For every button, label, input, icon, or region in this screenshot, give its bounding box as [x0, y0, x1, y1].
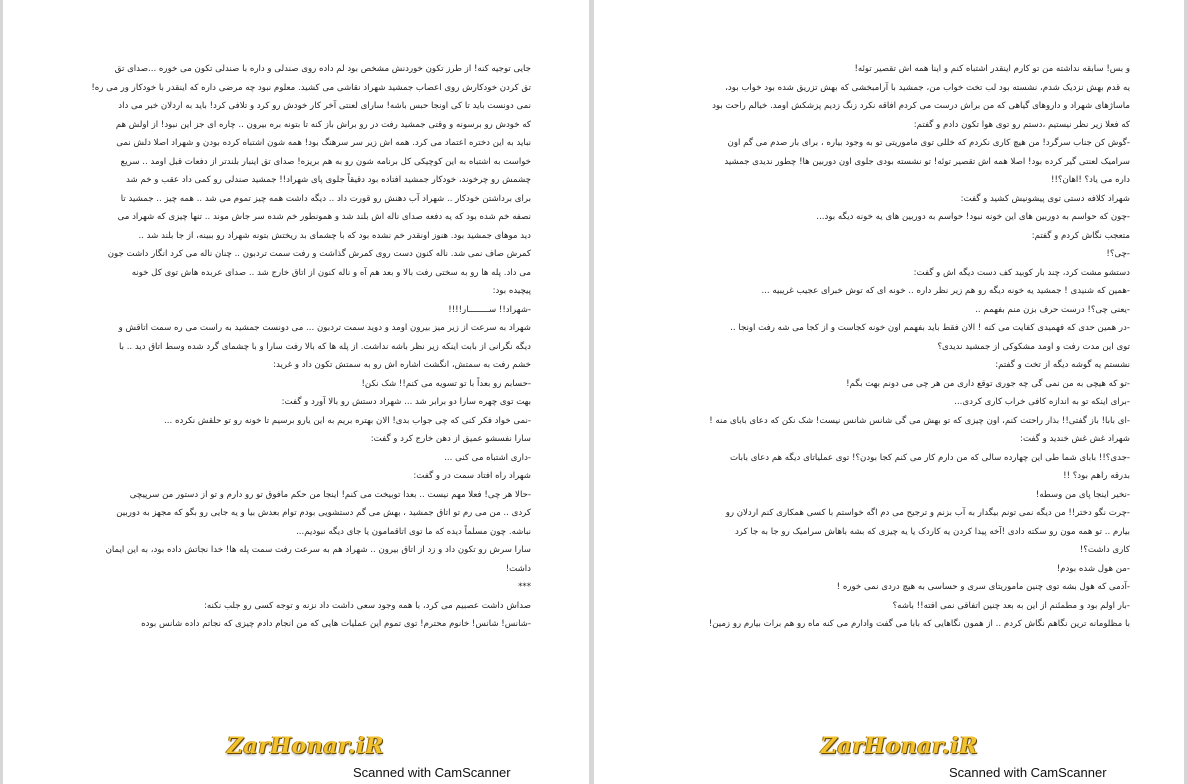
text-line: شهراد به سرعت از زیر میز بیرون اومد و دوید سمت تردبون ... می دونست جمشید به راست می ره سمت اتاقش و	[118, 323, 531, 333]
page-text-left	[69, 60, 531, 634]
text-line: خشم رفت به سمتش، انگشت اشاره اش رو به سمتش تکون داد و غرید:	[273, 360, 531, 370]
text-line: داشت!	[505, 563, 531, 574]
text-line: -برای اینکه تو به اندازه کافی خراب کاری کردی...	[954, 397, 1130, 407]
text-line: کمرش صاف نمی شد. ناله کنون دست روی کمرش گذاشت و رفت سمت تردبون .. چنان ناله می کرد انگار داشت جون	[107, 249, 531, 259]
text-line: -در همین حدی که فهمیدی کفایت می کنه ! الان فقط باید بفهمم اون خونه کجاست و از کجا می شه رفت اونجا ..	[730, 323, 1130, 333]
text-line: نصفه خم شده بود که یه دفعه صدای ناله اش بلند شد و همونطور خم شده سر جاش موند .. تنها چیزی که شهراد می	[117, 212, 531, 222]
text-line: -نخیر اینجا پای من وسطه!	[1035, 489, 1130, 500]
text-line: می داد. پله ها رو به سختی رفت بالا و بعد هم آه و ناله کنون از اتاق خارج شد .. صدای عربده هاش توی کل خونه	[131, 267, 531, 278]
text-line: -گوش کن جناب سرگرد! من هیچ کاری نکردم که خللی توی ماموریتی تو به وجود بیاره ، برای بار صدم می گم اون	[727, 138, 1130, 148]
text-line: -تو که هیچی به من نمی گی چه جوری توقع داری من هر چی می دونم بهت بگم!	[846, 378, 1130, 389]
text-line: و بس! سابقه نداشته من تو کارم اینقدر اشتباه کنم و اینا همه اش تقصیر توئه!	[854, 64, 1130, 74]
text-line: -حالا هر چی! فعلا مهم نیست .. بعدا توبیخت می کنم! اینجا من حکم مافوق تو رو دارم و تو از دستور من سرپیچی	[129, 489, 531, 500]
text-line: شهراد راه افتاد سمت در و گفت:	[413, 471, 531, 481]
text-line: که فعلا زیر نظر نیستیم ،دستم رو توی هوا تکون دادم و گفتم:	[913, 119, 1130, 130]
text-line: -داری اشتباه می کنی ...	[444, 452, 531, 463]
text-line: متعجب نگاش کردم و گفتم:	[1031, 230, 1130, 241]
text-line: سرامیک لعنتی گیر کرده بود! اصلا همه اش تقصیر توئه! تو نشسته بودی جلوی اون دوربین ها! چطور ندیدی جمشید	[724, 156, 1130, 167]
text-line: نباشه. چون مسلماً دیده که ما توی اتاقمامون یا جای دیگه نبودیم...	[296, 526, 531, 537]
text-line: خواست به اشتباه به این کوچیکی کل برنامه شون رو به هم بریزه! صدای تق اینبار بلندتر از دفعات قبل اومد .. سریع	[120, 156, 531, 167]
text-line: -شهراد!! ســــــــار!!!!	[448, 304, 531, 315]
text-line: تق کردن خودکارش روی اعصاب جمشید شهراد نقاشی می کشید. معلوم نبود چه مرضی داره که اینقدر با خودکار ور می ره!	[91, 82, 531, 93]
text-line: نباید به این دختره اعتماد می کرد. همه اش زیر سر سرهنگ بود! همه شون اشتباه کرده بودن و شهراد اصلا دلش نمی	[116, 138, 531, 148]
zarhonar-watermark-logo: ZarHonar.iR	[821, 733, 978, 759]
text-line: -شانس! شانس! خانوم محترم! توی تموم این عملیات هایی که من انجام دادم چیزی که نجاتم داده شانس بوده	[141, 619, 531, 629]
text-line: توی این مدت رفت و اومد مشکوکی از جمشید ندیدی؟	[937, 341, 1130, 352]
text-line: نشستم یه گوشه دیگه از تخت و گفتم:	[995, 360, 1130, 370]
text-line: برای برداشتن خودکار .. شهراد آب دهنش رو قورت داد .. دیگه داشت همه چیز تموم می شد .. همه چیز .. جمشید تا	[120, 193, 531, 204]
text-line: کردی .. من می رم تو اتاق جمشید ، بهش می گم دستشویی بودم توام بعدش بیا و یه جایی رو بگو که مجهز به دوربین	[116, 508, 531, 518]
text-line: یه قدم بهش نزدیک شدم، نشسته بود لب تخت خواب من، جمشید با آرامبخشی که بهش تزریق شده بود خواب بود،	[725, 82, 1130, 93]
text-line: سارا نفسشو عمیق از دهن خارج کرد و گفت:	[370, 434, 531, 444]
text-line: شهراد کلافه دستی توی پیشونیش کشید و گفت:	[960, 193, 1130, 204]
zarhonar-watermark-logo: ZarHonar.iR	[227, 733, 384, 759]
text-line: -بار اولم بود و مطمئنم از این به بعد چنین اتفاقی نمی افته!! باشه؟	[892, 600, 1130, 611]
text-line: -نمی خواد فکر کنی که چی جواب بدی! الان بهتره بریم به این یارو برسیم تا خونه رو تو حلقش نکرده ...	[164, 415, 531, 426]
text-line: بهت توی چهره سارا دو برابر شد ... شهراد دستش رو بالا آورد و گفت:	[281, 397, 531, 407]
text-line: نمی دونست باید تا کی اونجا حبس باشه! سارای لعنتی آخر کار خودش رو کرد و تلافی کرد! باید به اردلان خبر می داد	[118, 101, 531, 111]
camscanner-label: Scanned with CamScanner	[353, 765, 511, 780]
text-line: صداش داشت عصبیم می کرد، با همه وجود سعی داشت داد نزنه و توجه کسی رو جلب نکنه:	[204, 600, 531, 611]
text-line: داره می یاد؟ !اهان؟!!	[1051, 175, 1130, 185]
text-line: -چرت نگو دختر!! من دیگه نمی تونم بیگدار به آب بزنم و ترجیح می دم اگه خواستم با کسی همکاری کنم اردلان رو	[725, 508, 1130, 518]
page-text-right	[664, 60, 1130, 634]
text-line: ***	[518, 582, 531, 592]
text-line: -چون که حواسم به دوربین های این خونه نبود! حواسم به دوربین های یه خونه دیگه بود...	[816, 212, 1130, 222]
text-line: با مظلومانه ترین نگاهم نگاش کردم .. از همون نگاهایی که بابا می گفت وادارم می کنه ماه رو هم برات بیارم رو زمین!	[708, 619, 1130, 629]
text-line: پیچیده بود:	[492, 286, 531, 296]
text-line: جایی توجیه کنه! از طرز تکون خوردنش مشخص بود لم داده روی صندلی و داره با صندلی تکون می خوره ...صدای تق	[114, 64, 531, 74]
text-line: -چی؟!	[1106, 249, 1130, 259]
text-line: سارا سرش رو تکون داد و زد از اتاق بیرون .. شهراد هم به سرعت رفت سمت پله ها! خدا نجاتش داده بود، به این ایمان	[105, 545, 531, 555]
text-line: دید موهای جمشید بود. هنوز اونقدر خم نشده بود که با چشمای بد ریختش بتونه شهراد رو ببینه، از جا بلند شد ..	[138, 230, 531, 241]
text-line: -حسابم رو بعداً با تو تسویه می کنم!! شک نکن!	[361, 378, 531, 389]
text-line: -همین که شنیدی ! جمشید یه خونه دیگه رو هم زیر نظر داره .. خونه ای که توش خبرای عجیب غریبیه ...	[761, 286, 1130, 296]
scanned-page-left	[3, 0, 589, 784]
camscanner-label: Scanned with CamScanner	[949, 765, 1107, 780]
text-line: -جدی؟!! بابای شما طی این چهارده سالی که من دارم کار می کنم کجا بودن؟! توی عملیاتای دیگه هم دعای بابات	[729, 452, 1130, 463]
text-line: دیگه نگرانی از بابت اینکه زیر نظر باشه نداشت. از پله ها که بالا رفت سارا و با چشمای گرد شده وسط اتاق دید .. با	[118, 341, 531, 352]
text-line: چشمش رو چرخوند، خودکار جمشید افتاده بود دقیقاً جلوی پای شهراد!! جمشید صندلی رو کمی داد عقب و خم شد	[126, 175, 531, 185]
text-line: -آدمی که هول بشه توی چنین ماموریتای سری و حساسی به هیچ دردی نمی خوره !	[836, 582, 1130, 592]
text-line: -من هول شده بودم!	[1056, 563, 1130, 574]
scanned-page-right	[594, 0, 1184, 784]
text-line: کاری داشت؟!	[1079, 545, 1130, 555]
text-line: شهراد غش غش خندید و گفت:	[1020, 434, 1130, 444]
text-line: که خودش رو برسونه و وقتی جمشید رفت در رو براش باز کنه تا بتونه بره بیرون .. چاره ای جز این نبود! از اولش هم	[115, 119, 531, 130]
text-line: دستشو مشت کرد، چند بار کوبید کف دست دیگه اش و گفت:	[913, 267, 1130, 278]
text-line: بدرقه راهم بود؟ !!	[1063, 471, 1130, 481]
text-line: -یعنی چی؟! درست حرف بزن منم بفهمم ..	[975, 304, 1130, 315]
text-line: ماساژهای شهراد و داروهای گیاهی که من براش درست می کردم افاقه نکرد زنگ زدیم پزشکش اومد. خیالم راحت بود	[712, 101, 1130, 111]
text-line: بیارم .. تو همه مون رو سکته دادی !آخه پیدا کردن یه کاردک یا یه چیزی که بشه باهاش سرامیک رو جا به جا کرد	[734, 526, 1130, 537]
text-line: -ای بابا! باز گفتی!! بذار راحتت کنم، اون چیزی که تو بهش می گی شانس شانس نیست! شک نکن که دعای بابای منه !	[709, 415, 1130, 426]
